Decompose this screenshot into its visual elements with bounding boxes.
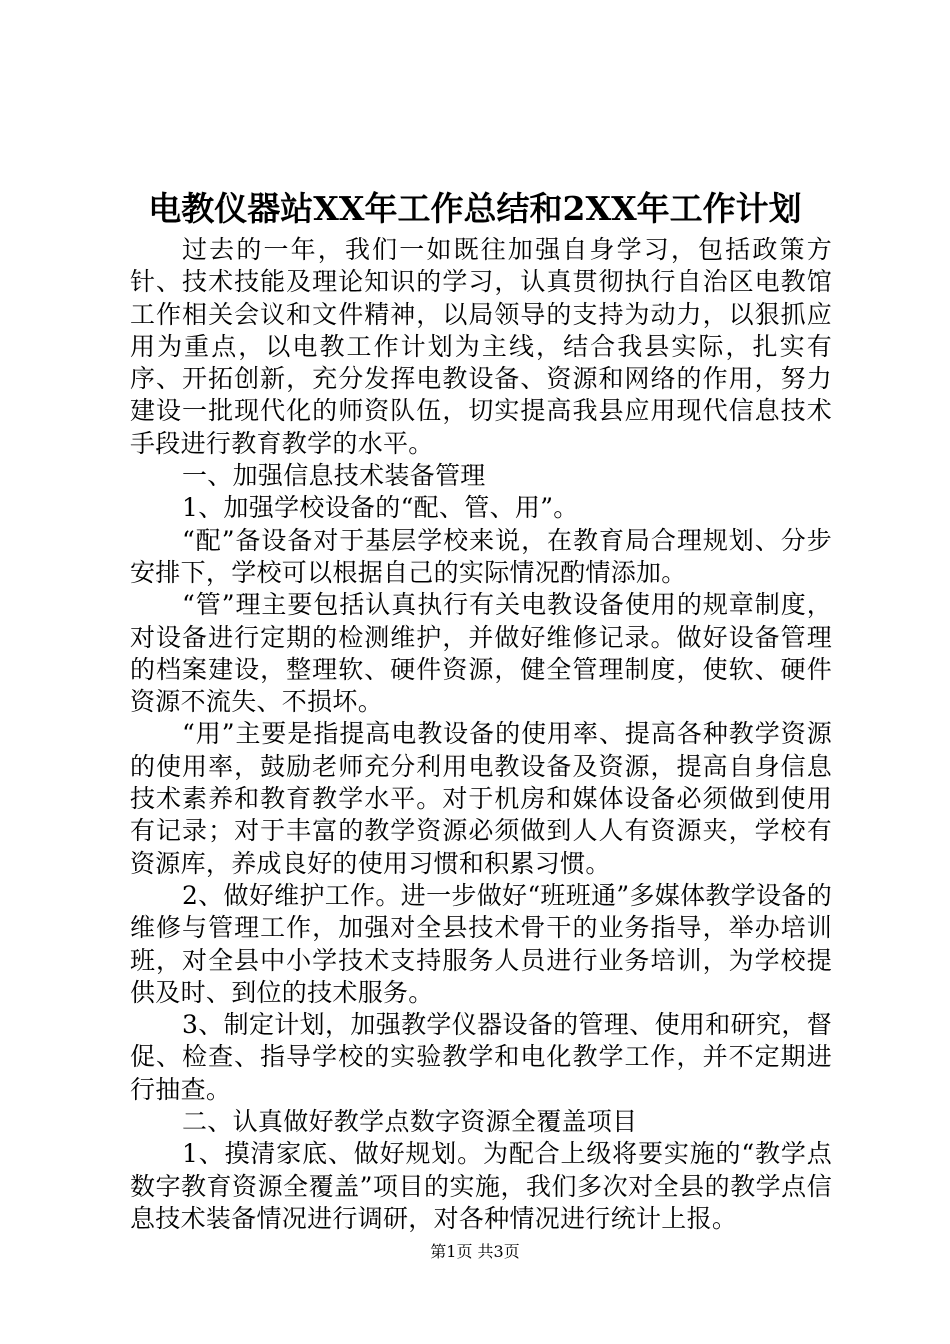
paragraph-yong: “用”主要是指提高电教设备的使用率、提高各种教学资源的使用率，鼓励老师充分利用电教设备及资源，提高自身信息技术素养和教育教学水平。对于机房和媒体设备必须做到使用有记录；对于丰富的教学资源必须做到人人有资源夹，学校有资源库，养成良好的使用习惯和积累习惯。 <box>130 719 832 878</box>
document-title: 电教仪器站XX年工作总结和2XX年工作计划 <box>148 189 802 228</box>
paragraph-plan: 3、制定计划，加强教学仪器设备的管理、使用和研究，督促、检查、指导学校的实验教学和电化教学工作，并不定期进行抽查。 <box>130 1010 832 1104</box>
page-footer: 第1页 共3页 <box>430 1242 520 1261</box>
section-heading-2: 二、认真做好教学点数字资源全覆盖项目 <box>182 1107 638 1137</box>
document-body <box>130 234 832 1235</box>
paragraph-guan: “管”理主要包括认真执行有关电教设备使用的规章制度，对设备进行定期的检测维护，并做好维修记录。做好设备管理的档案建设，整理软、硬件资源，健全管理制度，使软、硬件资源不流失、不损坏。 <box>130 590 832 717</box>
paragraph-pei: “配”备设备对于基层学校来说，在教育局合理规划、分步安排下，学校可以根据自己的实际情况酌情添加。 <box>130 525 832 587</box>
paragraph-survey: 1、摸清家底、做好规划。为配合上级将要实施的“教学点数字教育资源全覆盖”项目的实施，我们多次对全县的教学点信息技术装备情况进行调研，对各种情况进行统计上报。 <box>130 1139 832 1233</box>
paragraph-intro: 过去的一年，我们一如既往加强自身学习，包括政策方针、技术技能及理论知识的学习，认真贯彻执行自治区电教馆工作相关会议和文件精神，以局领导的支持为动力，以狠抓应用为重点，以电教工作计划为主线，结合我县实际，扎实有序、开拓创新，充分发挥电教设备、资源和网络的作用，努力建设一批现代化的师资队伍，切实提高我县应用现代信息技术手段进行教育教学的水平。 <box>130 235 832 458</box>
section-heading-1: 一、加强信息技术装备管理 <box>182 461 486 491</box>
subsection-heading-1-1: 1、加强学校设备的“配、管、用”。 <box>182 493 579 523</box>
paragraph-maintenance: 2、做好维护工作。进一步做好“班班通”多媒体教学设备的维修与管理工作，加强对全县技术骨干的业务指导，举办培训班，对全县中小学技术支持服务人员进行业务培训，为学校提供及时、到位的技术服务。 <box>130 880 832 1007</box>
